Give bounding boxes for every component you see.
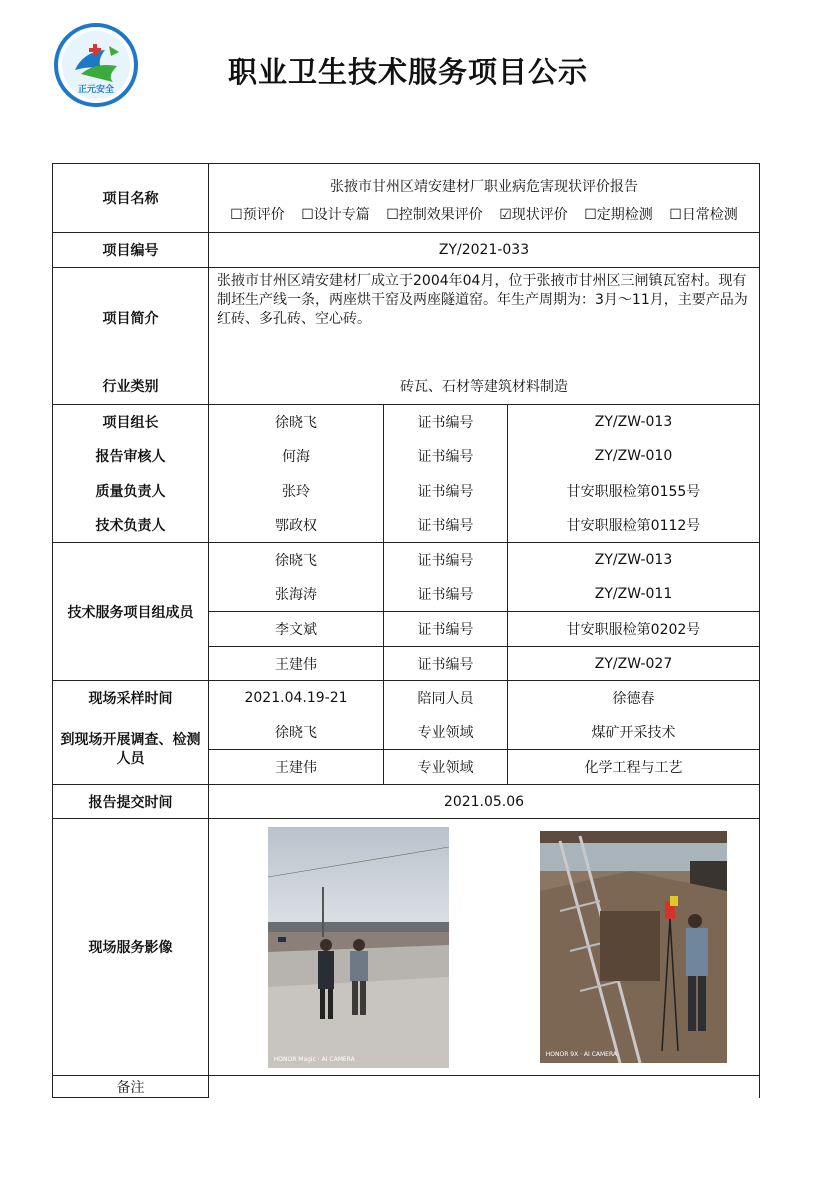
leader-name: 张玲: [209, 474, 384, 508]
surveyors-label: 到现场开展调查、检测人员: [53, 716, 209, 785]
surveyor-field: 煤矿开采技术: [508, 716, 760, 750]
member-cert-label: 证书编号: [384, 577, 508, 612]
remarks-value: [209, 1076, 760, 1098]
project-number-label: 项目编号: [53, 233, 209, 268]
industry-value: 砖瓦、石材等建筑材料制造: [209, 369, 760, 405]
leader-name: 徐晓飞: [209, 405, 384, 439]
site-photo-workshop: [540, 831, 727, 1063]
photo-watermark: HONOR 9X · AI CAMERA: [545, 1051, 617, 1058]
leader-cert: ZY/ZW-010: [508, 439, 760, 474]
leader-cert: ZY/ZW-013: [508, 405, 760, 439]
leader-role: 质量负责人: [53, 474, 209, 508]
member-cert: ZY/ZW-027: [508, 647, 760, 681]
remarks-label: 备注: [53, 1076, 209, 1098]
member-name: 张海涛: [209, 577, 384, 612]
project-name-cell: [209, 164, 760, 233]
leader-cert-label: 证书编号: [384, 405, 508, 439]
page-title: 职业卫生技术服务项目公示: [228, 55, 589, 89]
site-photo-outdoor: [268, 827, 449, 1068]
member-name: 徐晓飞: [209, 543, 384, 577]
project-name-label: 项目名称: [53, 164, 209, 233]
submit-time-value: 2021.05.06: [209, 785, 760, 819]
members-label: 技术服务项目组成员: [53, 543, 209, 681]
escort-value: 徐德春: [508, 681, 760, 716]
project-intro-label: 项目简介: [53, 268, 209, 369]
member-cert-label: 证书编号: [384, 647, 508, 681]
project-name-value: 张掖市甘州区靖安建材厂职业病危害现状评价报告: [330, 178, 638, 195]
leader-name: 何海: [209, 439, 384, 474]
surveyor-field-label: 专业领域: [384, 750, 508, 785]
submit-time-label: 报告提交时间: [53, 785, 209, 819]
surveyor-field: 化学工程与工艺: [508, 750, 760, 785]
leader-cert-label: 证书编号: [384, 508, 508, 543]
member-cert: ZY/ZW-013: [508, 543, 760, 577]
report-type-options: [209, 205, 759, 226]
option-design: ☐设计专篇: [301, 206, 370, 223]
project-intro-value: 张掖市甘州区靖安建材厂成立于2004年04月，位于张掖市甘州区三闸镇瓦窑村。现有制坯生产线一条，两座烘干窑及两座隧道窑。年生产周期为：3月～11月，主要产品为红砖、多孔砖、空心砖。: [209, 268, 760, 369]
site-photo-2-cell: [508, 819, 760, 1076]
member-name: 李文斌: [209, 612, 384, 647]
leader-role: 技术负责人: [53, 508, 209, 543]
option-pre-evaluation: ☐预评价: [230, 206, 285, 223]
surveyor-name: 王建伟: [209, 750, 384, 785]
member-cert-label: 证书编号: [384, 612, 508, 647]
member-cert-label: 证书编号: [384, 543, 508, 577]
photo-watermark: HONOR Magic · AI CAMERA: [273, 1055, 355, 1063]
project-info-table: [52, 163, 760, 1098]
leader-cert: 甘安职服检第0112号: [508, 508, 760, 543]
option-control-effect: ☐控制效果评价: [386, 206, 483, 223]
project-number-value: ZY/2021-033: [209, 233, 760, 268]
leader-role: 报告审核人: [53, 439, 209, 474]
site-images-label: 现场服务影像: [53, 819, 209, 1076]
logo-text: 正元安全: [77, 85, 114, 95]
member-cert: 甘安职服检第0202号: [508, 612, 760, 647]
industry-label: 行业类别: [53, 369, 209, 405]
escort-label: 陪同人员: [384, 681, 508, 716]
member-cert: ZY/ZW-011: [508, 577, 760, 612]
leader-cert: 甘安职服检第0155号: [508, 474, 760, 508]
member-name: 王建伟: [209, 647, 384, 681]
leader-role: 项目组长: [53, 405, 209, 439]
option-daily: ☐日常检测: [669, 206, 738, 223]
option-periodic: ☐定期检测: [584, 206, 653, 223]
surveyor-name: 徐晓飞: [209, 716, 384, 750]
leader-name: 鄂政权: [209, 508, 384, 543]
sampling-time-label: 现场采样时间: [53, 681, 209, 716]
sampling-time-value: 2021.04.19-21: [209, 681, 384, 716]
option-current-status: ☑现状评价: [499, 206, 568, 223]
company-logo: [53, 22, 139, 108]
leader-cert-label: 证书编号: [384, 439, 508, 474]
leader-cert-label: 证书编号: [384, 474, 508, 508]
site-photo-1-cell: [209, 819, 508, 1076]
surveyor-field-label: 专业领域: [384, 716, 508, 750]
